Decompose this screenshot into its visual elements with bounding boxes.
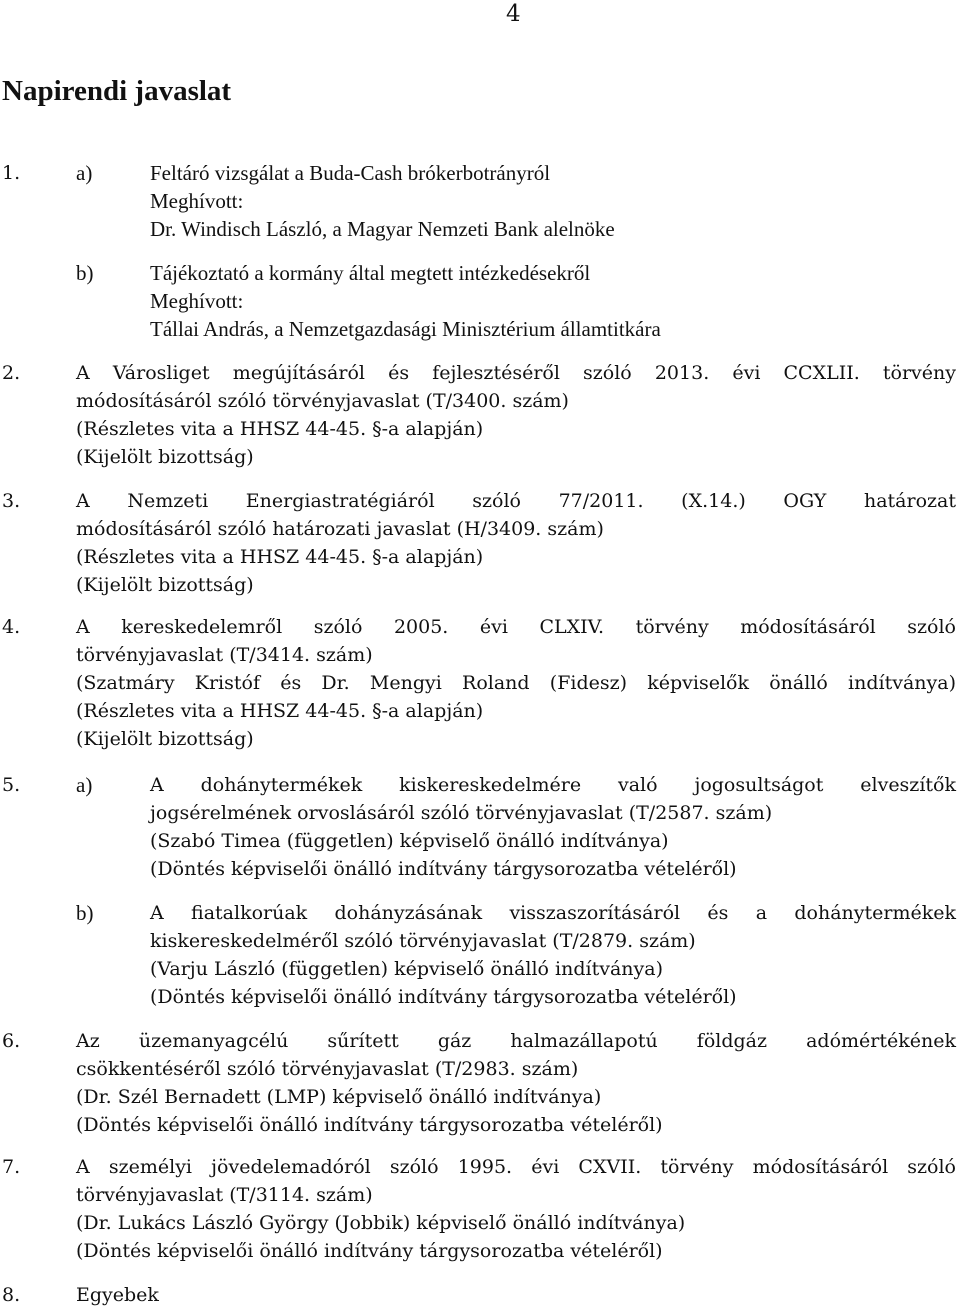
item-text-line: csökkentéséről szóló törvényjavaslat (T/2983. szám) <box>76 1058 579 1080</box>
item-text-line: A személyi jövedelemadóról szóló 1995. évi CXVII. törvény módosításáról szóló <box>76 1156 956 1178</box>
item-text-line: Egyebek <box>76 1284 159 1306</box>
item-letter: b) <box>76 901 94 925</box>
item-letter: a) <box>76 773 93 797</box>
item-text-line: Az üzemanyagcélú sűrített gáz halmazállapotú földgáz adómértékének <box>76 1030 956 1052</box>
item-text-line: (Kijelölt bizottság) <box>76 728 254 750</box>
item-text-line: (Részletes vita a HHSZ 44-45. §-a alapján) <box>76 546 484 568</box>
item-letter: b) <box>76 261 94 285</box>
item-text-line: jogsérelmének orvoslásáról szóló törvényjavaslat (T/2587. szám) <box>150 802 773 824</box>
item-text-line: (Részletes vita a HHSZ 44-45. §-a alapján) <box>76 700 484 722</box>
item-text-line: (Döntés képviselői önálló indítvány tárgysorozatba vételéről) <box>76 1240 663 1262</box>
item-text-line: (Szatmáry Kristóf és Dr. Mengyi Roland (Fidesz) képviselők önálló indítványa) <box>76 672 956 694</box>
item-text-line: Feltáró vizsgálat a Buda-Cash brókerbotrányról <box>150 161 551 185</box>
item-text-line: A Nemzeti Energiastratégiáról szóló 77/2011. (X.14.) OGY határozat <box>76 490 956 512</box>
item-number: 4. <box>2 616 21 638</box>
item-text-line: Dr. Windisch László, a Magyar Nemzeti Bank alelnöke <box>150 217 615 241</box>
item-text-line: Tállai András, a Nemzetgazdasági Minisztérium államtitkára <box>150 317 661 341</box>
item-text-line: (Döntés képviselői önálló indítvány tárgysorozatba vételéről) <box>150 858 737 880</box>
item-text-line: Tájékoztató a kormány által megtett intézkedésekről <box>150 261 591 285</box>
item-text-line: A fiatalkorúak dohányzásának visszaszorításáról és a dohánytermékek <box>150 902 956 924</box>
item-text-line: (Döntés képviselői önálló indítvány tárgysorozatba vételéről) <box>76 1114 663 1136</box>
item-number: 8. <box>2 1284 21 1306</box>
item-text-line: módosításáról szóló törvényjavaslat (T/3400. szám) <box>76 390 569 412</box>
item-text-line: A kereskedelemről szóló 2005. évi CLXIV. törvény módosításáról szóló <box>76 616 956 638</box>
item-text-line: (Kijelölt bizottság) <box>76 574 254 596</box>
item-text-line: A dohánytermékek kiskereskedelmére való jogosultságot elveszítők <box>150 774 956 796</box>
item-text-line: törvényjavaslat (T/3414. szám) <box>76 644 373 666</box>
item-number: 7. <box>2 1156 21 1178</box>
item-number: 2. <box>2 362 21 384</box>
item-text-line: (Kijelölt bizottság) <box>76 446 254 468</box>
page-title: Napirendi javaslat <box>2 75 232 107</box>
item-text-line: (Döntés képviselői önálló indítvány tárgysorozatba vételéről) <box>150 986 737 1008</box>
item-text-line: (Dr. Szél Bernadett (LMP) képviselő önálló indítványa) <box>76 1086 602 1108</box>
item-text-line: Meghívott: <box>150 289 244 313</box>
item-text-line: (Varju László (független) képviselő önálló indítványa) <box>150 958 663 980</box>
item-text-line: (Dr. Lukács László György (Jobbik) képviselő önálló indítványa) <box>76 1212 686 1234</box>
item-number: 3. <box>2 490 21 512</box>
item-text-line: Meghívott: <box>150 189 244 213</box>
item-letter: a) <box>76 161 93 185</box>
item-number: 6. <box>2 1030 21 1052</box>
item-text-line: (Szabó Timea (független) képviselő önálló indítványa) <box>150 830 669 852</box>
item-number: 5. <box>2 774 21 796</box>
page-number: 4 <box>506 1 521 27</box>
item-number: 1. <box>2 162 21 184</box>
item-text-line: kiskereskedelméről szóló törvényjavaslat (T/2879. szám) <box>150 930 696 952</box>
item-text-line: módosításáról szóló határozati javaslat (H/3409. szám) <box>76 518 604 540</box>
item-text-line: (Részletes vita a HHSZ 44-45. §-a alapján) <box>76 418 484 440</box>
item-text-line: törvényjavaslat (T/3114. szám) <box>76 1184 373 1206</box>
item-text-line: A Városliget megújításáról és fejlesztéséről szóló 2013. évi CCXLII. törvény <box>76 362 956 384</box>
